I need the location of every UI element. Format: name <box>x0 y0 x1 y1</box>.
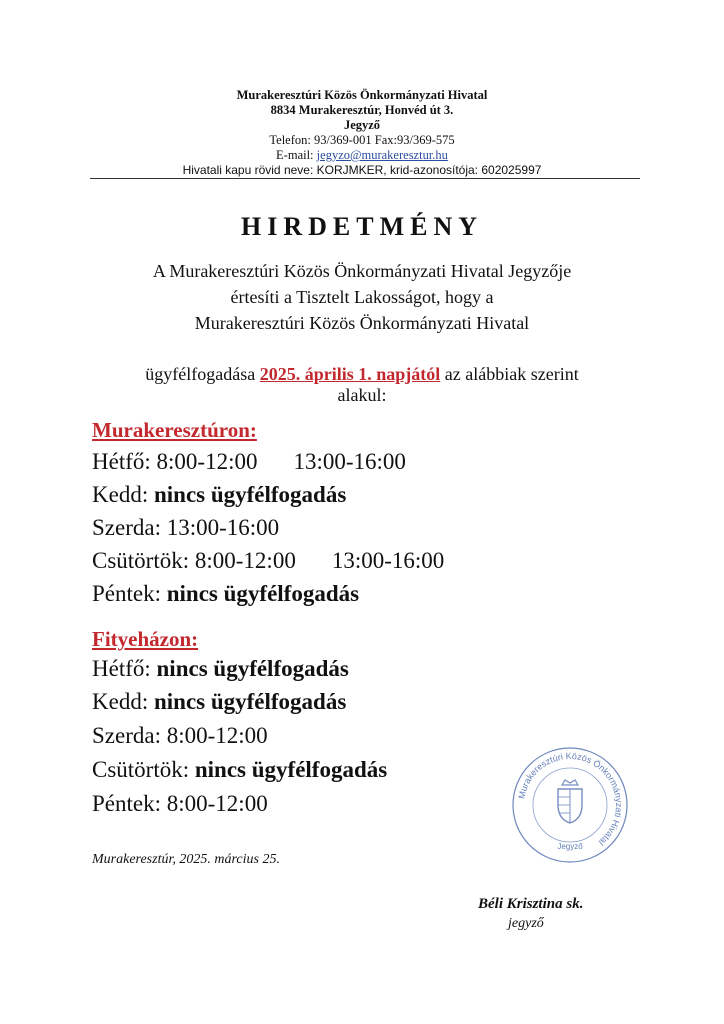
day-label: Csütörtök: <box>92 757 195 782</box>
schedule2-thursday <box>92 756 387 783</box>
intro-line-3: Murakeresztúri Közös Önkormányzati Hivatal <box>194 313 530 333</box>
hours-morning: 8:00-12:00 <box>194 548 296 573</box>
office-role: Jegyző <box>343 118 381 132</box>
schedule1-friday <box>92 580 359 607</box>
day-label: Kedd: <box>92 482 154 507</box>
day-label: Kedd: <box>92 689 154 714</box>
intro-line-4-pre: ügyfélfogadása <box>145 364 260 384</box>
hours-morning: 8:00-12:00 <box>156 449 258 474</box>
hours-value: 8:00-12:00 <box>166 723 268 748</box>
schedule2-monday <box>92 655 349 682</box>
schedule1-wednesday <box>92 514 279 541</box>
hours-value: 8:00-12:00 <box>166 791 268 816</box>
hours-value: nincs ügyfélfogadás <box>153 482 347 507</box>
day-label: Csütörtök: <box>92 548 195 573</box>
hours-value: nincs ügyfélfogadás <box>153 689 347 714</box>
schedule1-thursday <box>92 547 444 574</box>
day-label: Péntek: <box>92 791 167 816</box>
hivatali-kapu: Hivatali kapu rövid neve: KORJMKER, krid-azonosítója: 602025997 <box>182 163 542 177</box>
coat-of-arms-icon <box>558 780 582 823</box>
intro-line-1: A Murakeresztúri Közös Önkormányzati Hivatal Jegyzője <box>152 261 572 281</box>
hours-value: nincs ügyfélfogadás <box>166 581 360 606</box>
office-phone: Telefon: 93/369-001 Fax:93/369-575 <box>269 133 455 147</box>
signer-role: jegyző <box>508 916 544 931</box>
header-divider <box>90 178 640 179</box>
day-label: Péntek: <box>92 581 167 606</box>
schedule1-tuesday <box>92 481 346 508</box>
hours-value: nincs ügyfélfogadás <box>156 656 349 681</box>
day-label: Hétfő: <box>92 449 157 474</box>
place-heading-fityehaz: Fityeházon: <box>92 627 199 651</box>
office-address: 8834 Murakeresztúr, Honvéd út 3. <box>270 103 454 117</box>
place-and-date: Murakeresztúr, 2025. március 25. <box>92 852 280 867</box>
schedule1-monday <box>92 448 406 475</box>
intro-line-5: alakul: <box>337 385 387 405</box>
day-label: Hétfő: <box>92 656 157 681</box>
official-stamp <box>510 745 630 865</box>
hours-afternoon: 13:00-16:00 <box>293 449 406 474</box>
office-name: Murakeresztúri Közös Önkormányzati Hivatal <box>236 88 488 102</box>
email-label: E-mail: <box>276 148 317 162</box>
intro-line-4 <box>0 363 724 385</box>
schedule2-wednesday <box>92 722 268 749</box>
signer-name: Béli Krisztina sk. <box>478 896 584 912</box>
stamp-text: Murakeresztúri Közös Önkormányzati Hivatal <box>516 750 625 848</box>
email-link[interactable]: jegyzo@murakeresztur.hu <box>316 148 448 162</box>
intro-line-2: értesíti a Tisztelt Lakosságot, hogy a <box>230 287 494 307</box>
schedule2-friday <box>92 790 268 817</box>
effective-date: 2025. április 1. napjától <box>259 364 441 384</box>
stamp-bottom-text: Jegyző <box>557 842 583 851</box>
intro-line-4-post: az alábbiak szerint <box>440 364 579 384</box>
day-label: Szerda: <box>92 723 167 748</box>
hours-afternoon: 13:00-16:00 <box>331 548 445 573</box>
day-label: Szerda: <box>92 515 167 540</box>
hours-value: nincs ügyfélfogadás <box>194 757 388 782</box>
office-email-line <box>0 148 724 163</box>
hours-value: 13:00-16:00 <box>166 515 280 540</box>
page-title: HIRDETMÉNY <box>240 212 483 241</box>
place-heading-murakeresztur: Murakeresztúron: <box>92 418 257 442</box>
schedule2-tuesday <box>92 688 346 715</box>
